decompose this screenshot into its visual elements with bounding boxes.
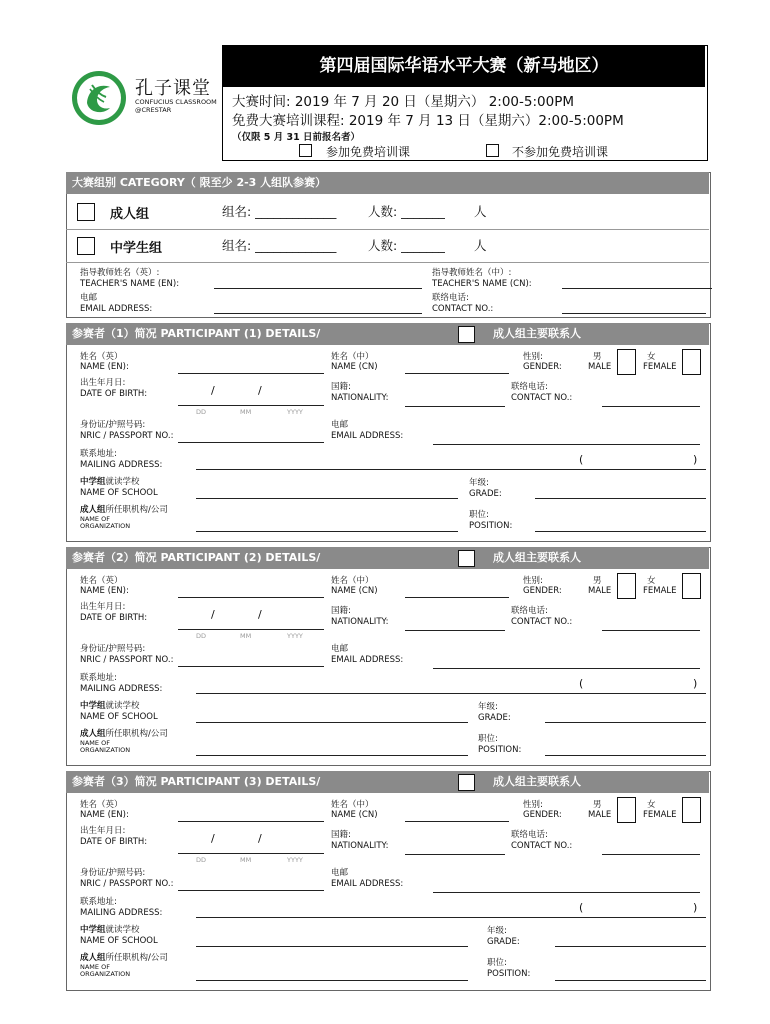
nric-field[interactable] xyxy=(178,890,324,891)
nric-cn-label: 身份证/护照号码: xyxy=(80,644,146,654)
dob-slash: / xyxy=(258,608,262,621)
email-field[interactable] xyxy=(433,668,700,669)
competition-time: 大赛时间: 2019 年 7 月 20 日（星期六） 2:00-5:00PM xyxy=(232,94,575,110)
secondary-count: 人数: _______ xyxy=(368,238,445,253)
male-en-label: MALE xyxy=(588,362,612,372)
male-checkbox[interactable] xyxy=(617,573,636,599)
org-en2-label: ORGANIZATION xyxy=(80,746,131,754)
dob-en-label: DATE OF BIRTH: xyxy=(80,613,148,623)
dob-slash: / xyxy=(211,832,215,845)
nric-en-label: NRIC / PASSPORT NO.: xyxy=(80,655,174,665)
grade-field[interactable] xyxy=(555,946,706,947)
grade-en-label: GRADE: xyxy=(487,937,520,947)
page-title: 第四届国际华语水平大赛（新马地区） xyxy=(223,46,705,87)
category-title: 大赛组别 CATEGORY（ 限至少 2-3 人组队参赛） xyxy=(66,172,709,194)
address-paren-close: ) xyxy=(693,677,698,690)
nationality-en-label: NATIONALITY: xyxy=(331,617,389,627)
phone-field[interactable] xyxy=(602,406,700,407)
dob-mm-hint: MM xyxy=(240,408,252,416)
logo-en-line2: @CRESTAR xyxy=(135,106,172,114)
name-cn-label: NAME (CN) xyxy=(331,586,378,596)
position-cn-label: 职位: xyxy=(469,510,489,520)
email-en-label: EMAIL ADDRESS: xyxy=(331,431,404,441)
participant-2-header xyxy=(66,547,709,569)
org-field[interactable] xyxy=(196,755,468,756)
grade-field[interactable] xyxy=(545,722,706,723)
join-training-checkbox[interactable] xyxy=(299,144,312,157)
email-field[interactable] xyxy=(433,892,700,893)
not-join-training-checkbox[interactable] xyxy=(486,144,499,157)
school-en-label: NAME OF SCHOOL xyxy=(80,936,158,946)
nationality-field[interactable] xyxy=(405,406,505,407)
teacher-cn-cn-label: 指导教师姓名（中）: xyxy=(432,268,512,278)
nationality-cn-label: 国籍: xyxy=(331,830,351,840)
address-paren-open: ( xyxy=(579,901,584,914)
org-cn-rest: 所任职机构/公司 xyxy=(105,505,168,515)
nationality-cn-label: 国籍: xyxy=(331,606,351,616)
male-en-label: MALE xyxy=(588,586,612,596)
training-time: 免费大赛培训课程: 2019 年 7 月 13 日（星期六）2:00-5:00PM xyxy=(232,113,624,129)
grade-cn-label: 年级: xyxy=(469,478,489,488)
teacher-phone-en-label: CONTACT NO.: xyxy=(432,304,494,314)
email-field[interactable] xyxy=(433,444,700,445)
adult-unit: 人 xyxy=(474,204,487,219)
participant-2-contact-label: 成人组主要联系人 xyxy=(493,551,581,564)
female-cn-label: 女 xyxy=(647,800,656,810)
participant-3-contact-label: 成人组主要联系人 xyxy=(493,775,581,788)
org-cn-rest: 所任职机构/公司 xyxy=(105,953,168,963)
nationality-en-label: NATIONALITY: xyxy=(331,841,389,851)
teacher-phone-cn-label: 联络电话: xyxy=(432,293,469,303)
name-en-cn-label: 姓名（英） xyxy=(80,800,123,810)
phone-cn-label: 联络电话: xyxy=(511,382,548,392)
address-en-label: MAILING ADDRESS: xyxy=(80,908,163,918)
nric-en-label: NRIC / PASSPORT NO.: xyxy=(80,431,174,441)
teacher-email-cn-label: 电邮 xyxy=(80,293,98,303)
dob-field[interactable] xyxy=(178,853,324,854)
nric-field[interactable] xyxy=(178,442,324,443)
secondary-category-checkbox[interactable] xyxy=(77,237,95,255)
dob-slash: / xyxy=(211,384,215,397)
school-cn-bold: 中学组 xyxy=(80,925,106,935)
name-cn-field[interactable] xyxy=(405,373,509,374)
teacher-email-field[interactable] xyxy=(214,313,422,314)
teacher-email-en-label: EMAIL ADDRESS: xyxy=(80,304,153,314)
logo-cn-name: 孔子课堂 xyxy=(135,78,211,99)
male-checkbox[interactable] xyxy=(617,349,636,375)
grade-cn-label: 年级: xyxy=(487,926,507,936)
gender-en-label: GENDER: xyxy=(523,362,562,372)
grade-field[interactable] xyxy=(535,498,706,499)
dob-en-label: DATE OF BIRTH: xyxy=(80,389,148,399)
teacher-en-label: TEACHER'S NAME (EN): xyxy=(80,279,180,289)
org-cn-bold: 成人组 xyxy=(80,729,106,739)
org-field[interactable] xyxy=(196,980,468,981)
school-cn-rest: 就读学校 xyxy=(105,925,140,935)
female-cn-label: 女 xyxy=(647,576,656,586)
gender-en-label: GENDER: xyxy=(523,810,562,820)
participant-3-contact-checkbox[interactable] xyxy=(458,774,475,791)
participant-2-title: 参赛者（2）简况 PARTICIPANT (2) DETAILS/ xyxy=(72,551,321,564)
participant-1-header xyxy=(66,323,709,345)
dob-mm-hint: MM xyxy=(240,856,252,864)
address-paren-close: ) xyxy=(693,453,698,466)
teacher-phone-field[interactable] xyxy=(562,313,706,314)
adult-group-name: 组名: _____________ xyxy=(222,204,337,219)
grade-cn-label: 年级: xyxy=(478,702,498,712)
phone-en-label: CONTACT NO.: xyxy=(511,617,573,627)
position-cn-label: 职位: xyxy=(478,734,498,744)
teacher-cn-field[interactable] xyxy=(562,288,712,289)
position-en-label: POSITION: xyxy=(487,969,531,979)
dob-field[interactable] xyxy=(178,629,324,630)
dob-cn-label: 出生年月日: xyxy=(80,378,126,388)
confucius-logo-icon xyxy=(70,69,128,127)
org-en1-label: NAME OF xyxy=(80,963,110,971)
address-cn-label: 联系地址: xyxy=(80,897,117,907)
male-cn-label: 男 xyxy=(593,352,602,362)
dob-yyyy-hint: YYYY xyxy=(287,856,303,864)
secondary-unit: 人 xyxy=(474,238,487,253)
nric-cn-label: 身份证/护照号码: xyxy=(80,868,146,878)
school-cn-rest: 就读学校 xyxy=(105,477,140,487)
teacher-en-cn-label: 指导教师姓名（英）: xyxy=(80,268,160,278)
org-cn-bold: 成人组 xyxy=(80,953,106,963)
address-field[interactable] xyxy=(196,917,706,918)
org-cn-bold: 成人组 xyxy=(80,505,106,515)
female-checkbox[interactable] xyxy=(682,349,701,375)
participant-3-title: 参赛者（3）简况 PARTICIPANT (3) DETAILS/ xyxy=(72,775,321,788)
participant-2-contact-checkbox[interactable] xyxy=(458,550,475,567)
nationality-field[interactable] xyxy=(405,630,505,631)
female-cn-label: 女 xyxy=(647,352,656,362)
name-cn-cn-label: 姓名（中） xyxy=(331,352,374,362)
org-en2-label: ORGANIZATION xyxy=(80,970,131,978)
email-cn-label: 电邮 xyxy=(331,420,349,430)
female-checkbox[interactable] xyxy=(682,797,701,823)
name-en-field[interactable] xyxy=(178,821,324,822)
org-en2-label: ORGANIZATION xyxy=(80,522,131,530)
adult-category-label: 成人组 xyxy=(110,207,150,222)
org-cn-rest: 所任职机构/公司 xyxy=(105,729,168,739)
school-cn-bold: 中学组 xyxy=(80,477,106,487)
participant-1-contact-checkbox[interactable] xyxy=(458,326,475,343)
not-join-training-label: 不参加免费培训课 xyxy=(512,145,609,159)
male-cn-label: 男 xyxy=(593,576,602,586)
email-en-label: EMAIL ADDRESS: xyxy=(331,655,404,665)
address-cn-label: 联系地址: xyxy=(80,673,117,683)
gender-cn-label: 性别: xyxy=(523,352,543,362)
phone-en-label: CONTACT NO.: xyxy=(511,841,573,851)
email-cn-label: 电邮 xyxy=(331,644,349,654)
name-cn-cn-label: 姓名（中） xyxy=(331,576,374,586)
position-en-label: POSITION: xyxy=(469,521,513,531)
dob-cn-label: 出生年月日: xyxy=(80,602,126,612)
position-field[interactable] xyxy=(555,980,706,981)
address-paren-open: ( xyxy=(579,677,584,690)
address-field[interactable] xyxy=(196,693,706,694)
nric-cn-label: 身份证/护照号码: xyxy=(80,420,146,430)
name-en-label: NAME (EN): xyxy=(80,586,129,596)
phone-field[interactable] xyxy=(602,854,700,855)
dob-field[interactable] xyxy=(178,405,324,406)
name-en-field[interactable] xyxy=(178,373,324,374)
phone-field[interactable] xyxy=(602,630,700,631)
teacher-en-field[interactable] xyxy=(214,288,422,289)
gender-cn-label: 性别: xyxy=(523,576,543,586)
address-cn-label: 联系地址: xyxy=(80,449,117,459)
secondary-group-name: 组名: _____________ xyxy=(222,238,337,253)
nric-field[interactable] xyxy=(178,666,324,667)
dob-slash: / xyxy=(211,608,215,621)
org-en1-label: NAME OF xyxy=(80,515,110,523)
join-training-label: 参加免费培训课 xyxy=(326,145,411,159)
female-en-label: FEMALE xyxy=(643,810,677,820)
position-field[interactable] xyxy=(545,755,706,756)
gender-en-label: GENDER: xyxy=(523,586,562,596)
grade-en-label: GRADE: xyxy=(469,489,502,499)
address-paren-close: ) xyxy=(693,901,698,914)
org-field[interactable] xyxy=(196,531,458,532)
email-en-label: EMAIL ADDRESS: xyxy=(331,879,404,889)
participant-1-title: 参赛者（1）简况 PARTICIPANT (1) DETAILS/ xyxy=(72,327,321,340)
name-en-label: NAME (EN): xyxy=(80,810,129,820)
name-en-field[interactable] xyxy=(178,597,324,598)
name-cn-cn-label: 姓名（中） xyxy=(331,800,374,810)
dob-dd-hint: DD xyxy=(196,408,207,416)
grade-en-label: GRADE: xyxy=(478,713,511,723)
address-field[interactable] xyxy=(196,469,706,470)
org-en1-label: NAME OF xyxy=(80,739,110,747)
dob-yyyy-hint: YYYY xyxy=(287,632,303,640)
participant-3-header xyxy=(66,771,709,793)
nationality-cn-label: 国籍: xyxy=(331,382,351,392)
nationality-en-label: NATIONALITY: xyxy=(331,393,389,403)
female-checkbox[interactable] xyxy=(682,573,701,599)
phone-en-label: CONTACT NO.: xyxy=(511,393,573,403)
name-en-cn-label: 姓名（英） xyxy=(80,352,123,362)
divider xyxy=(66,262,709,263)
school-cn-bold: 中学组 xyxy=(80,701,106,711)
school-en-label: NAME OF SCHOOL xyxy=(80,712,158,722)
dob-mm-hint: MM xyxy=(240,632,252,640)
dob-cn-label: 出生年月日: xyxy=(80,826,126,836)
gender-cn-label: 性别: xyxy=(523,800,543,810)
dob-yyyy-hint: YYYY xyxy=(287,408,303,416)
nationality-field[interactable] xyxy=(405,854,505,855)
dob-slash: / xyxy=(258,832,262,845)
address-en-label: MAILING ADDRESS: xyxy=(80,460,163,470)
adult-count: 人数: _______ xyxy=(368,204,445,219)
male-checkbox[interactable] xyxy=(617,797,636,823)
divider xyxy=(66,229,709,230)
male-en-label: MALE xyxy=(588,810,612,820)
dob-slash: / xyxy=(258,384,262,397)
male-cn-label: 男 xyxy=(593,800,602,810)
phone-cn-label: 联络电话: xyxy=(511,830,548,840)
name-cn-field[interactable] xyxy=(405,821,509,822)
female-en-label: FEMALE xyxy=(643,586,677,596)
name-en-cn-label: 姓名（英） xyxy=(80,576,123,586)
female-en-label: FEMALE xyxy=(643,362,677,372)
position-en-label: POSITION: xyxy=(478,745,522,755)
school-en-label: NAME OF SCHOOL xyxy=(80,488,158,498)
participant-1-contact-label: 成人组主要联系人 xyxy=(493,327,581,340)
training-note: （仅限 5 月 31 日前报名者） xyxy=(232,132,361,143)
secondary-category-label: 中学生组 xyxy=(110,241,163,256)
school-field[interactable] xyxy=(196,722,468,723)
address-en-label: MAILING ADDRESS: xyxy=(80,684,163,694)
name-cn-label: NAME (CN) xyxy=(331,362,378,372)
name-cn-label: NAME (CN) xyxy=(331,810,378,820)
dob-dd-hint: DD xyxy=(196,632,207,640)
name-en-label: NAME (EN): xyxy=(80,362,129,372)
logo-en-line1: CONFUCIUS CLASSROOM xyxy=(135,98,217,106)
dob-dd-hint: DD xyxy=(196,856,207,864)
dob-en-label: DATE OF BIRTH: xyxy=(80,837,148,847)
adult-category-checkbox[interactable] xyxy=(77,203,95,221)
name-cn-field[interactable] xyxy=(405,597,509,598)
phone-cn-label: 联络电话: xyxy=(511,606,548,616)
address-paren-open: ( xyxy=(579,453,584,466)
school-cn-rest: 就读学校 xyxy=(105,701,140,711)
school-field[interactable] xyxy=(196,498,458,499)
email-cn-label: 电邮 xyxy=(331,868,349,878)
position-field[interactable] xyxy=(535,531,706,532)
nric-en-label: NRIC / PASSPORT NO.: xyxy=(80,879,174,889)
school-field[interactable] xyxy=(196,946,468,947)
position-cn-label: 职位: xyxy=(487,958,507,968)
teacher-cn-en-label: TEACHER'S NAME (CN): xyxy=(432,279,532,289)
